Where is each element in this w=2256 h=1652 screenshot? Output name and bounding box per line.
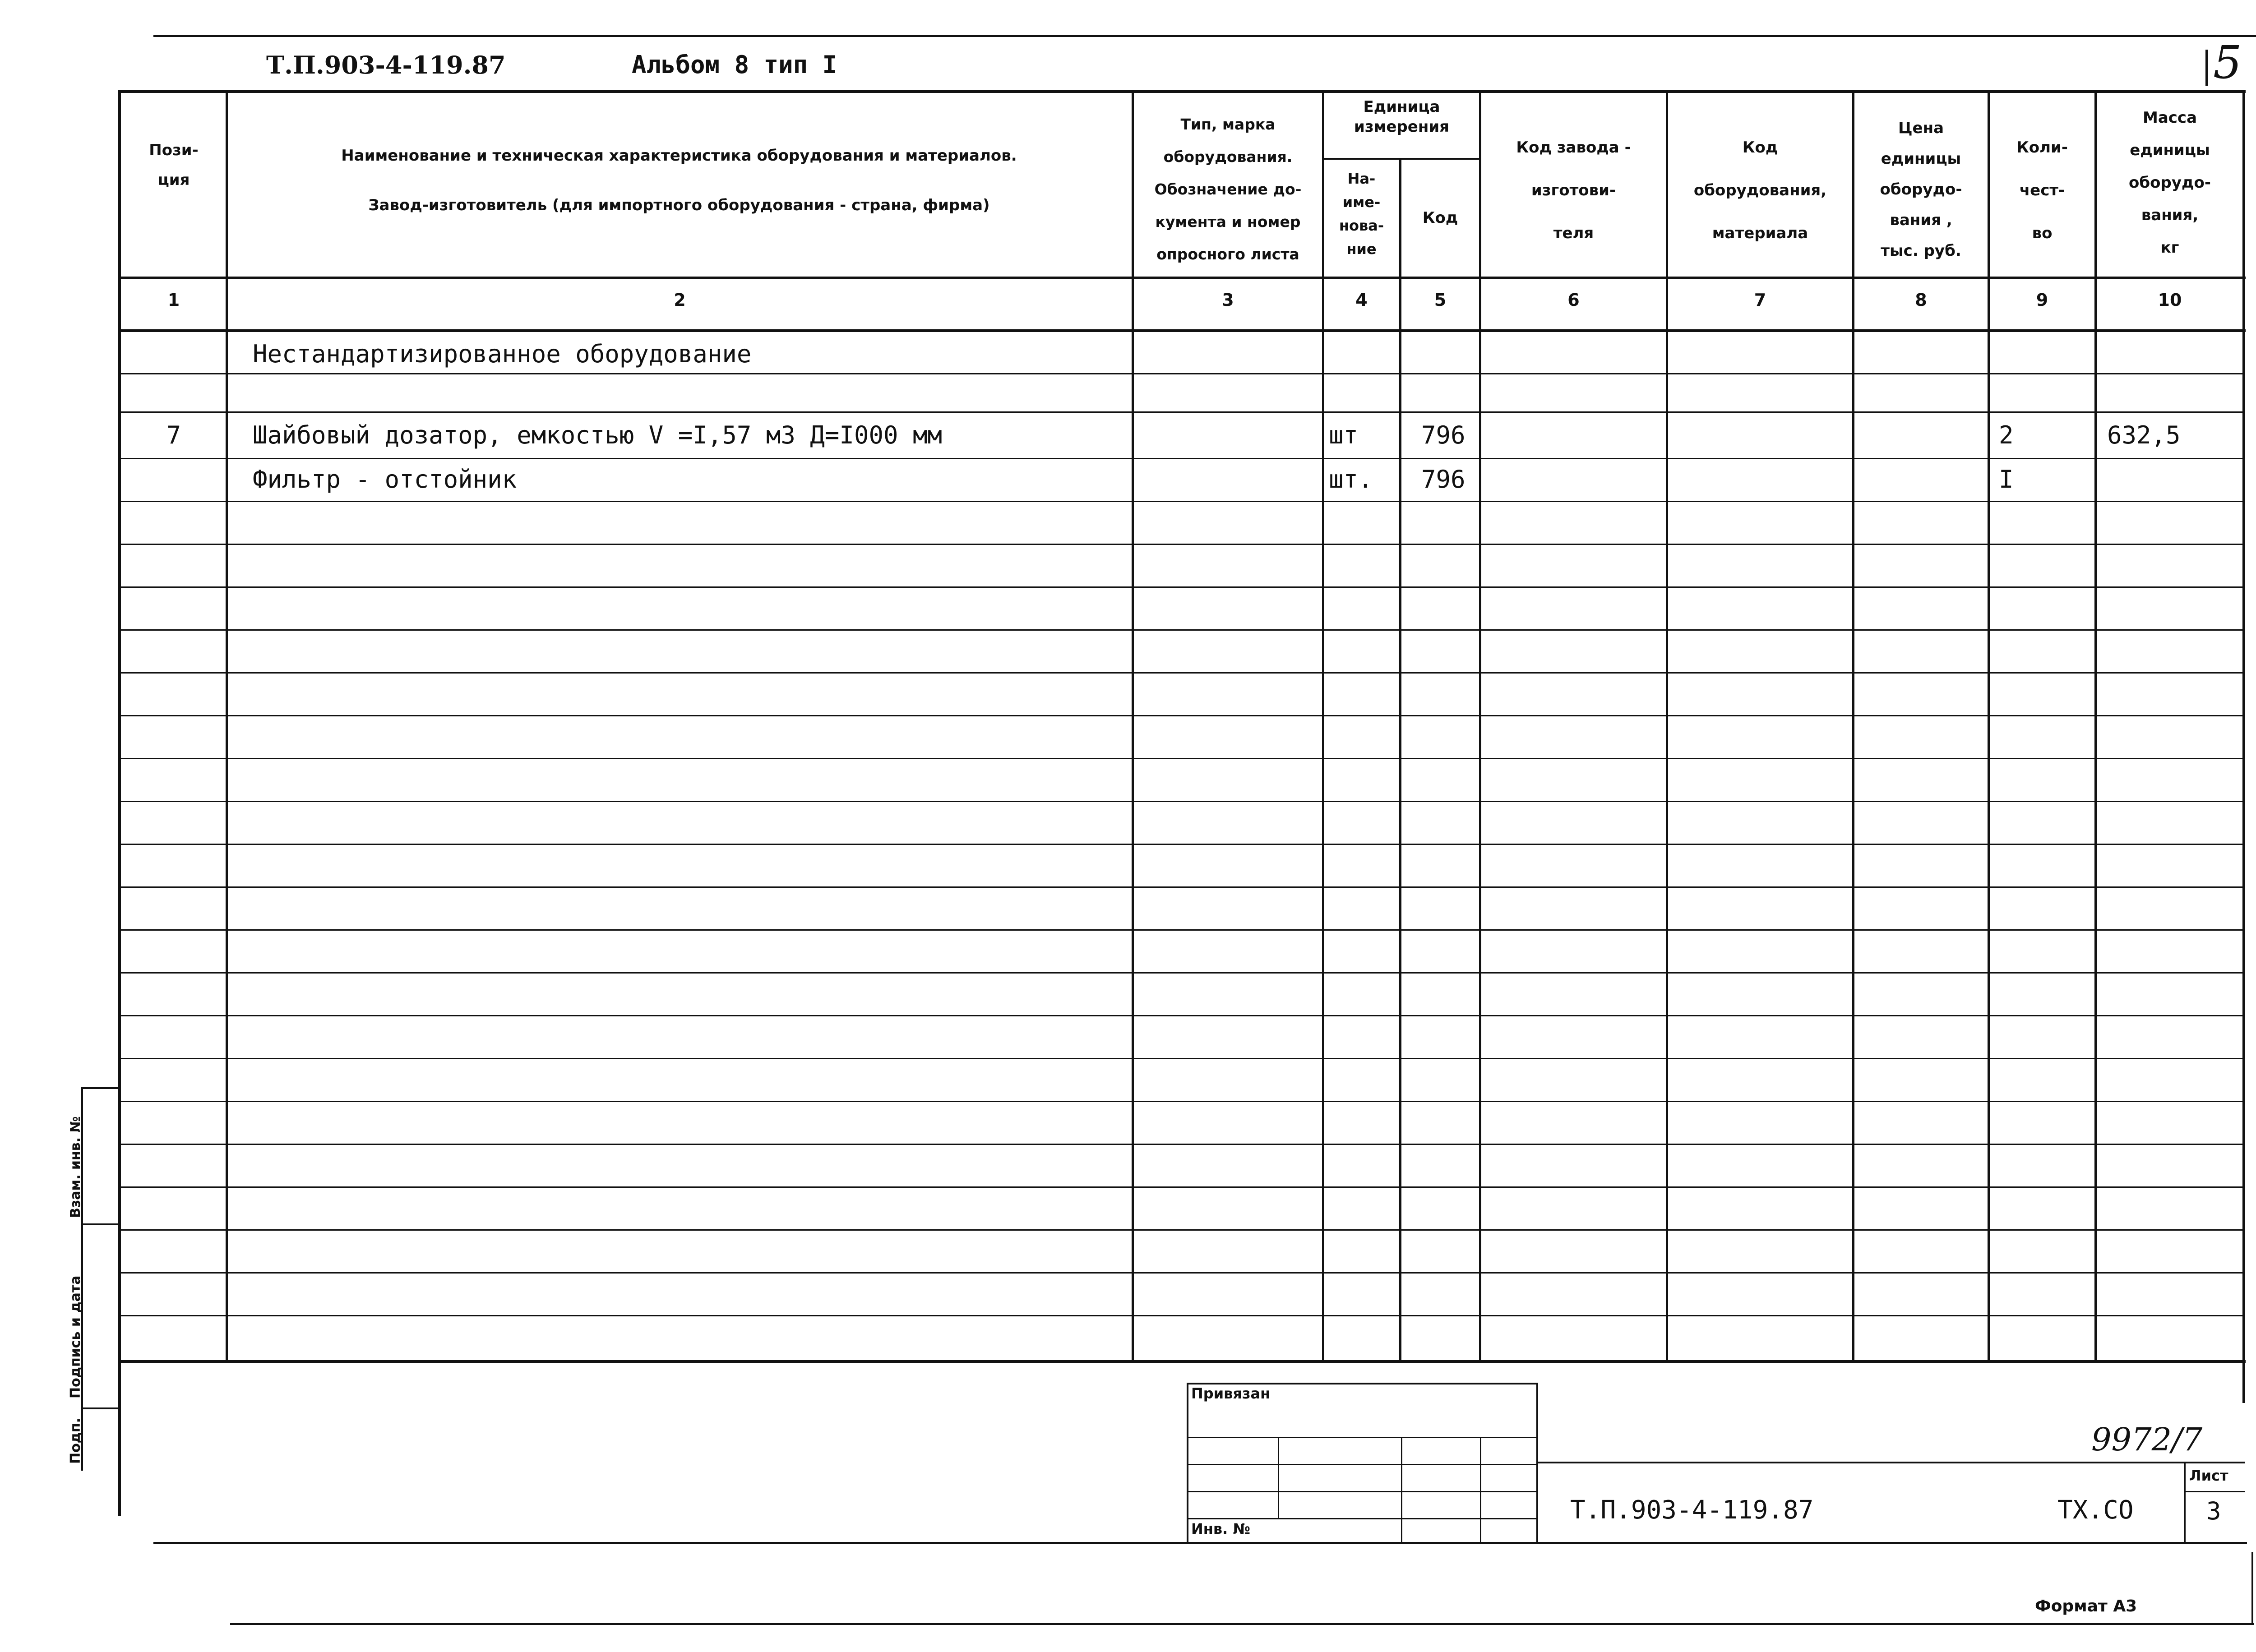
col-num-10: 10 [2158, 290, 2182, 310]
header-type: Тип, марка оборудования. Обозначение до- кумента и номер опросного листа [1154, 115, 1302, 263]
col-num-3: 3 [1222, 290, 1234, 310]
col-num-4: 4 [1355, 290, 1368, 310]
col-num-5: 5 [1434, 290, 1447, 310]
row4-name: Фильтр - отстойник [253, 465, 517, 494]
col-num-6: 6 [1567, 290, 1580, 310]
header-quantity: Коли- чест- во [2016, 138, 2068, 242]
stamp-mark: ТХ.СО [2057, 1495, 2134, 1525]
header-factory-code: Код завода - изготови- теля [1516, 138, 1631, 242]
row1-name: Нестандартизированное оборудование [253, 340, 752, 368]
format-label: Формат А3 [2035, 1597, 2137, 1615]
side-label-signature: Подпись и дата [68, 1275, 83, 1398]
stamp-doc-code: Т.П.903-4-119.87 [1570, 1495, 1814, 1525]
row3-pos: 7 [166, 421, 181, 449]
col-num-9: 9 [2036, 290, 2048, 310]
row3-code: 796 [1421, 421, 1465, 449]
stamp-list-number: 3 [2206, 1497, 2221, 1525]
album-label: Альбом 8 тип I [632, 51, 837, 79]
header-unit-code: Код [1422, 209, 1458, 227]
row3-unit: шт [1329, 421, 1359, 449]
header-unit-name: На- име- нова- ние [1339, 170, 1384, 258]
stamp-inv-no: Инв. № [1191, 1520, 1250, 1537]
header-unit-group: Единица измерения [1354, 98, 1449, 136]
stamp-privyazan: Привязан [1191, 1385, 1271, 1402]
side-label-inv: Взам. инв. № [68, 1116, 83, 1218]
col-num-7: 7 [1754, 290, 1766, 310]
header-name: Наименование и техническая характеристика оборудования и материалов. Завод-изготовитель (для импортного оборудования - страна, фирма) [341, 147, 1017, 214]
row4-code: 796 [1421, 465, 1465, 494]
row3-name: Шайбовый дозатор, емкостью V =I,57 м3 Д=I000 мм [253, 421, 943, 449]
row3-qty: 2 [1999, 421, 2014, 449]
side-label-podp: Подп. [68, 1417, 83, 1464]
stamp-list-label: Лист [2189, 1467, 2228, 1484]
header-mass: Масса единицы оборудо- вания, кг [2129, 109, 2211, 257]
header-position: Пози- ция [149, 141, 199, 189]
stamp-hand-number: 9972/7 [2091, 1421, 2203, 1458]
header-price: Цена единицы оборудо- вания , тыс. руб. [1880, 119, 1962, 260]
handwritten-page-number: 5 [2213, 36, 2242, 89]
row4-qty: I [1999, 465, 2014, 494]
col-num-8: 8 [1915, 290, 1927, 310]
header-equipment-code: Код оборудования, материала [1693, 138, 1827, 242]
top-doc-code: Т.П.903-4-119.87 [266, 51, 506, 79]
row4-unit: шт. [1329, 465, 1373, 494]
col-num-1: 1 [167, 290, 180, 310]
col-num-2: 2 [674, 290, 686, 310]
row3-mass: 632,5 [2107, 421, 2181, 449]
